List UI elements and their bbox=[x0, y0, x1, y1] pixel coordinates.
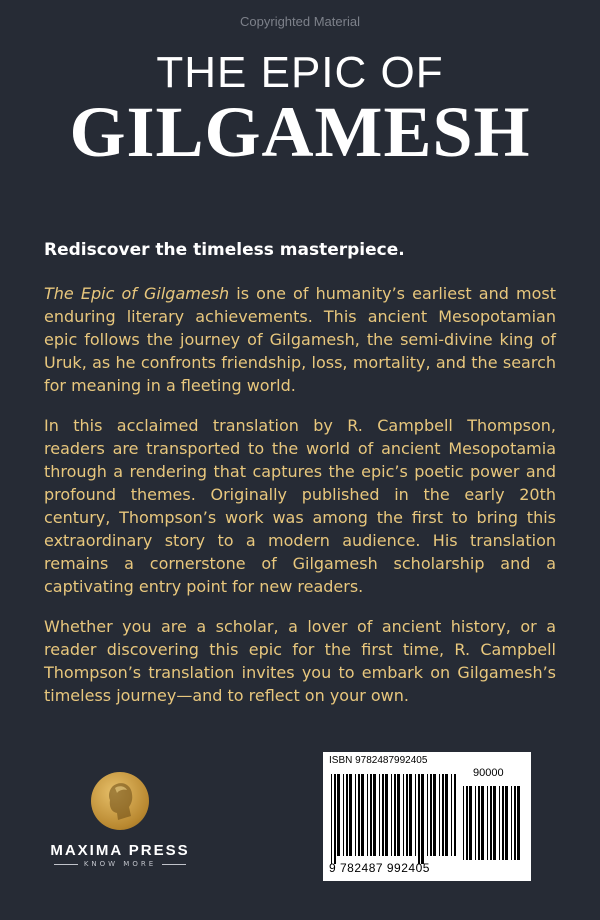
barcode-bar bbox=[502, 786, 504, 860]
barcode-bar bbox=[463, 786, 464, 860]
barcode-bar bbox=[361, 774, 364, 856]
barcode-bar bbox=[418, 774, 420, 864]
barcode-bar bbox=[403, 774, 404, 856]
barcode-bar bbox=[499, 786, 500, 860]
barcode-bar bbox=[427, 774, 428, 856]
divider bbox=[162, 864, 186, 865]
barcode-bar bbox=[514, 786, 516, 860]
copyright-watermark: Copyrighted Material bbox=[240, 14, 360, 29]
barcode-bar bbox=[349, 774, 352, 856]
publisher-slogan-row bbox=[40, 860, 200, 868]
barcode-bar bbox=[481, 786, 484, 860]
publisher-slogan: KNOW MORE bbox=[83, 860, 157, 868]
barcode-bar bbox=[346, 774, 348, 856]
divider bbox=[54, 864, 78, 865]
barcode-bar bbox=[394, 774, 396, 856]
barcode-bar bbox=[382, 774, 384, 856]
tagline: Rediscover the timeless masterpiece. bbox=[44, 240, 405, 260]
barcode-bar bbox=[439, 774, 440, 856]
paragraph-2: In this acclaimed translation by R. Campbell Thompson, readers are transported to the world of ancient Mesopotamia through a rendering that captures the epic’s poetic power and profound themes. Originally published in the early 20th century, Thompson’s work was among the first to bring this extraordinary story to a modern audience. His translation remains a cornerstone of Gilgamesh scholarship and a captivating entry point for new readers. bbox=[44, 416, 556, 596]
title-line-1: THE EPIC OF bbox=[156, 48, 444, 97]
barcode-bar bbox=[517, 786, 520, 860]
barcode-bar bbox=[373, 774, 376, 856]
isbn-label: ISBN 9782487992405 bbox=[329, 755, 428, 766]
barcode-bar bbox=[337, 774, 340, 856]
barcode-bar bbox=[445, 774, 448, 856]
barcode-bar bbox=[478, 786, 480, 860]
back-cover-blurb bbox=[44, 240, 556, 724]
barcode-bar bbox=[493, 786, 496, 860]
barcode-bar bbox=[451, 774, 452, 856]
price-code: 90000 bbox=[473, 767, 504, 779]
publisher-logo bbox=[40, 772, 200, 868]
barcode-bar bbox=[421, 774, 424, 864]
medallion-head-icon bbox=[91, 772, 149, 830]
barcode-bar bbox=[442, 774, 444, 856]
barcode-bar bbox=[466, 786, 468, 860]
barcode-bar bbox=[511, 786, 512, 860]
paragraph-1-text: is one of humanity’s earliest and most enduring literary achievements. This ancient Mesopotamian epic follows the journey of Gilgamesh, the semi-divine king of Uruk, as he confronts friendship, loss, mortality, and the search for meaning in a fleeting world. bbox=[44, 284, 556, 395]
paragraph-3: Whether you are a scholar, a lover of ancient history, or a reader discovering this epic for the first time, R. Campbell Thompson’s translation invites you to embark on Gilgamesh’s timeless journey—and to reflect on your own. bbox=[44, 617, 556, 705]
barcode-bar bbox=[334, 774, 336, 864]
barcode-bar bbox=[343, 774, 344, 856]
barcode-bar bbox=[331, 774, 332, 864]
barcode-bar bbox=[358, 774, 360, 856]
barcode-bar bbox=[391, 774, 392, 856]
barcode-bar bbox=[475, 786, 476, 860]
barcode-bar bbox=[355, 774, 356, 856]
barcode-bar bbox=[505, 786, 508, 860]
barcode-bar bbox=[406, 774, 408, 856]
publisher-name: MAXIMA PRESS bbox=[50, 842, 190, 859]
barcode-bar bbox=[487, 786, 488, 860]
barcode-digits: 9 782487 992405 bbox=[329, 861, 430, 875]
barcode-bar bbox=[469, 786, 472, 860]
barcode-bar bbox=[430, 774, 432, 856]
barcode-bar bbox=[415, 774, 416, 856]
barcode-bar bbox=[370, 774, 372, 856]
title-line-2: GILGAMESH bbox=[69, 92, 531, 172]
barcode-bar bbox=[409, 774, 412, 856]
isbn-barcode bbox=[323, 752, 531, 881]
barcode-bar bbox=[379, 774, 380, 856]
barcode-bar bbox=[385, 774, 388, 856]
barcode-bar bbox=[454, 774, 456, 856]
barcode-bar bbox=[397, 774, 400, 856]
paragraph-1 bbox=[44, 282, 556, 397]
book-title-italic: The Epic of Gilgamesh bbox=[44, 284, 230, 303]
barcode-bar bbox=[433, 774, 436, 856]
barcode-bar bbox=[367, 774, 368, 856]
barcode-bar bbox=[490, 786, 492, 860]
